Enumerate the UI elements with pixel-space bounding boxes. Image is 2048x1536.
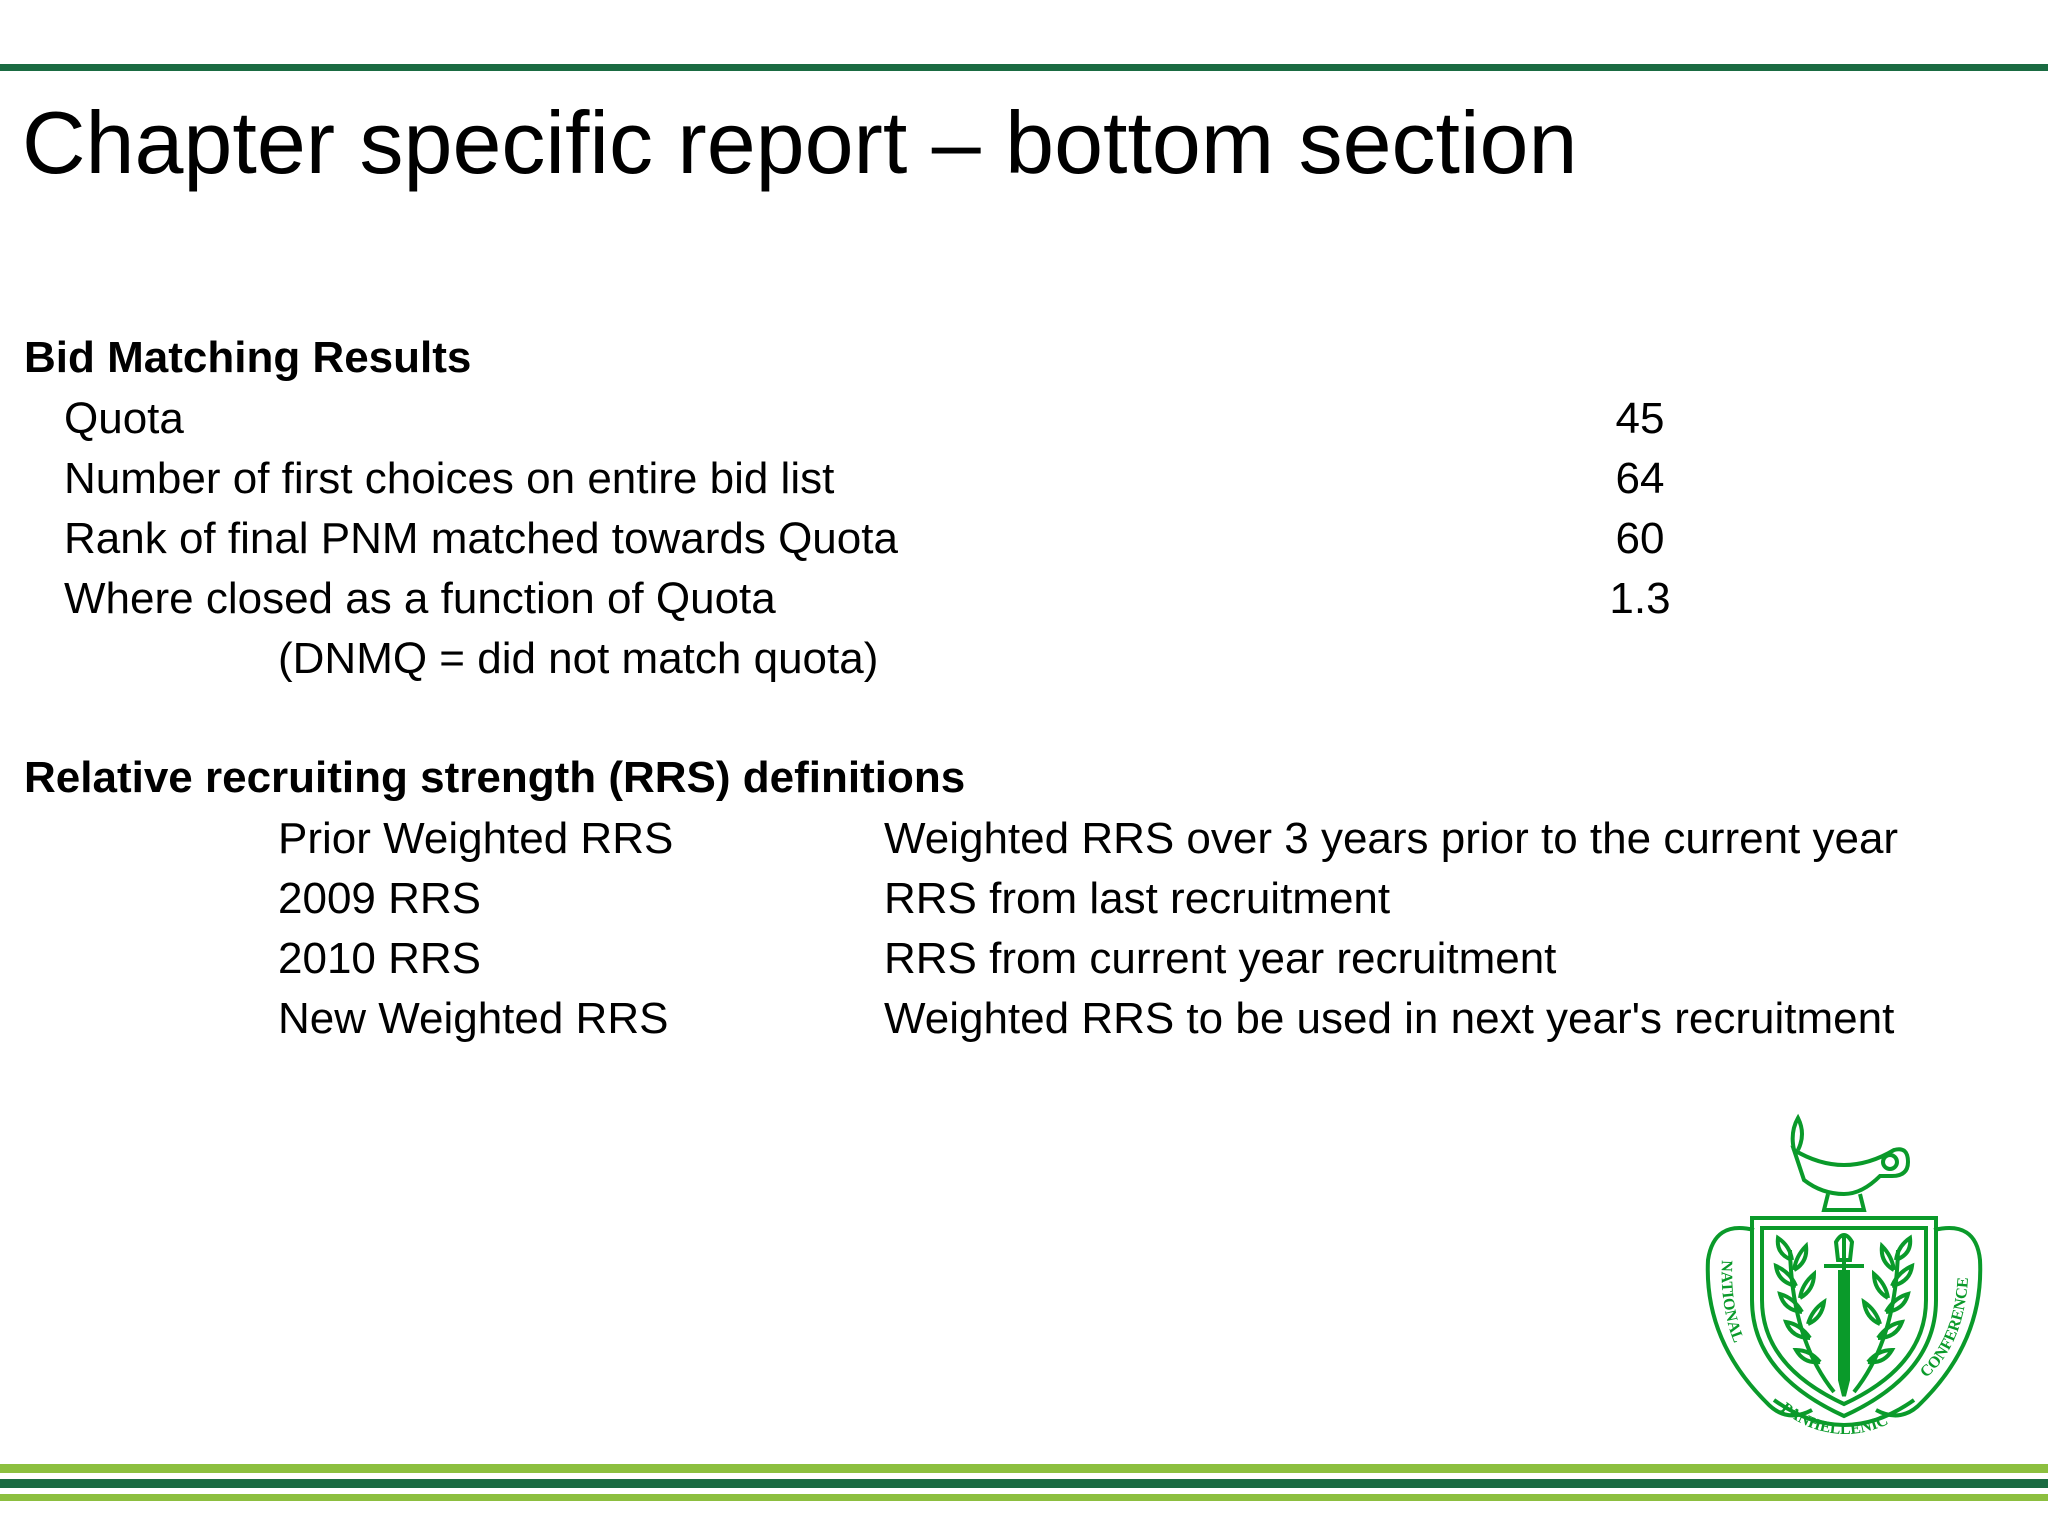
crest-left-text: NATIONAL bbox=[1717, 1259, 1747, 1345]
bid-row-value: 64 bbox=[1615, 454, 1665, 503]
rrs-definition: RRS from current year recruitment bbox=[884, 934, 1557, 983]
bid-row-label: Quota bbox=[64, 394, 184, 443]
bid-row-value: 45 bbox=[1615, 394, 1665, 443]
rrs-definition: Weighted RRS to be used in next year's recruitment bbox=[884, 994, 1895, 1043]
bid-matching-heading: Bid Matching Results bbox=[24, 333, 472, 382]
rrs-term: New Weighted RRS bbox=[278, 994, 669, 1043]
crest-bottom-text: PANHELLENIC bbox=[1777, 1399, 1891, 1439]
footer-band-dark bbox=[0, 1479, 2048, 1488]
rrs-definition: Weighted RRS over 3 years prior to the current year bbox=[884, 814, 1899, 863]
rrs-term: Prior Weighted RRS bbox=[278, 814, 674, 863]
bid-row-label: Number of first choices on entire bid list bbox=[64, 454, 835, 503]
slide-title: Chapter specific report – bottom section bbox=[22, 93, 1578, 192]
rrs-term: 2010 RRS bbox=[278, 934, 482, 983]
svg-text:PANHELLENIC bbox=[1778, 1400, 1891, 1439]
bid-row-value: 60 bbox=[1615, 514, 1665, 563]
crest-right-text: CONFERENCE bbox=[1917, 1276, 1973, 1381]
bid-row-label: Rank of final PNM matched towards Quota bbox=[64, 514, 898, 563]
bid-row-label: Where closed as a function of Quota bbox=[64, 574, 776, 623]
rrs-definition: RRS from last recruitment bbox=[884, 874, 1391, 923]
npc-crest-logo bbox=[1694, 1110, 1994, 1450]
footer-band-light bbox=[0, 1464, 2048, 1473]
top-rule bbox=[0, 64, 2048, 71]
rrs-heading: Relative recruiting strength (RRS) definitions bbox=[24, 753, 966, 802]
rrs-term: 2009 RRS bbox=[278, 874, 482, 923]
dnmq-note: (DNMQ = did not match quota) bbox=[278, 634, 879, 683]
footer-band-light bbox=[0, 1494, 2048, 1501]
svg-text:NATIONAL bbox=[1718, 1260, 1747, 1345]
bid-row-value: 1.3 bbox=[1609, 574, 1671, 623]
